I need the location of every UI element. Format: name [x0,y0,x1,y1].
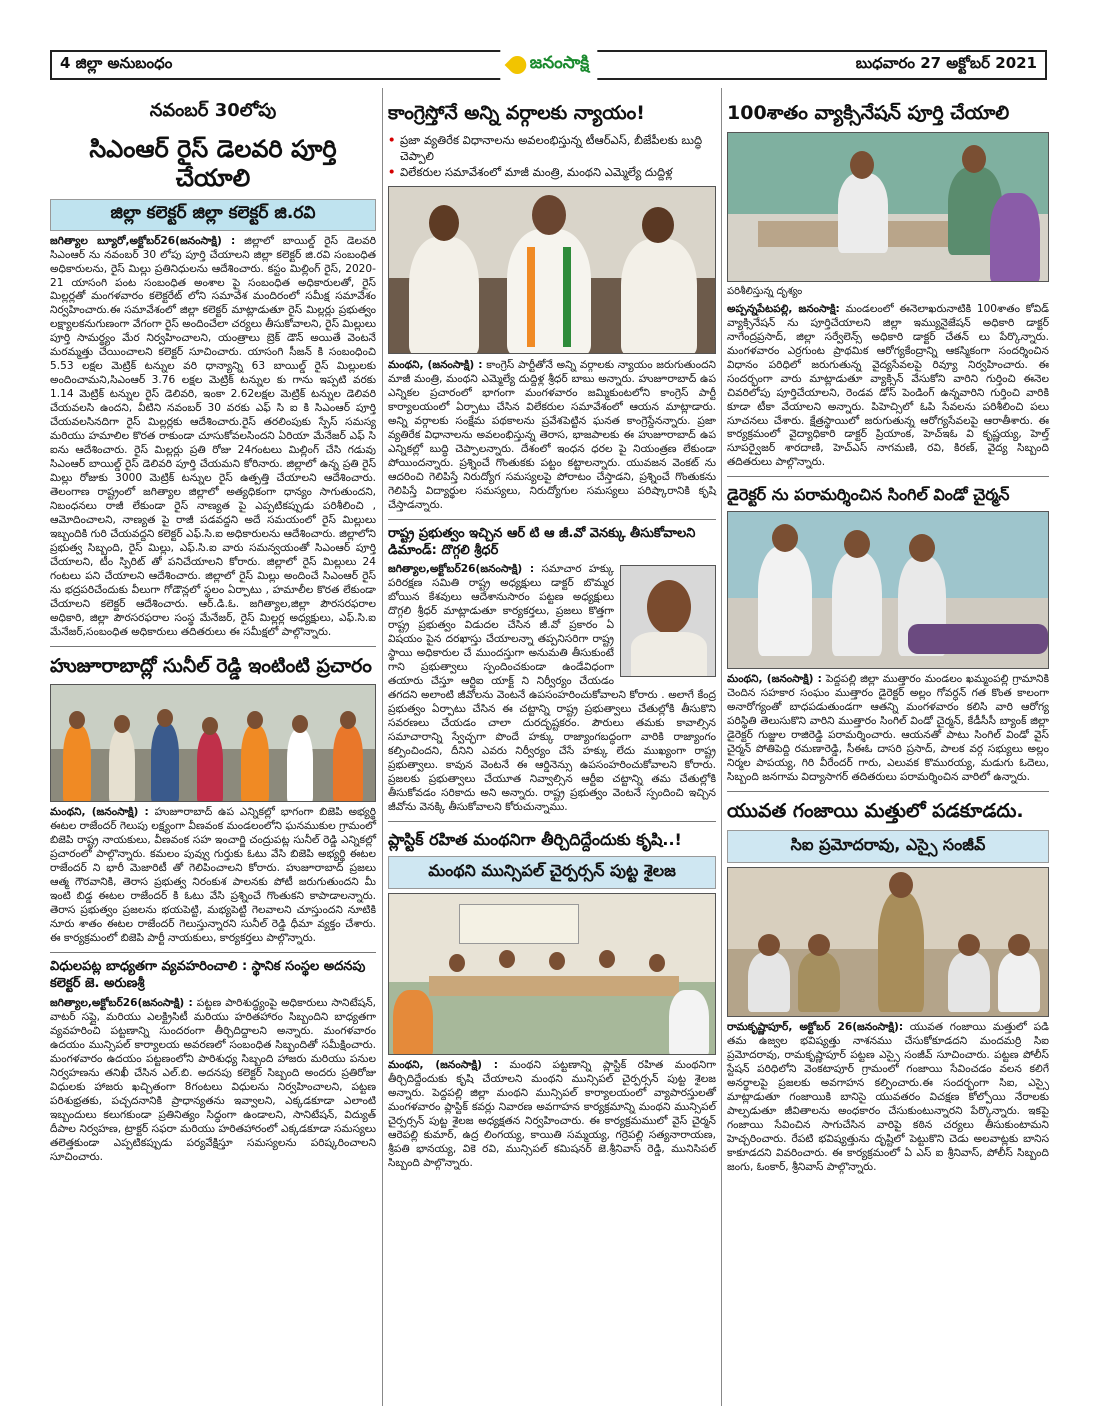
article-text: మండలంలో ఈనెలాఖరునాటికి 100శాతం కోవిడ్ వ్యాక్సినేషన్ ను పూర్తిచేయాలని జిల్లా ఇమ్యునైజేషన్ అధికారి డాక్టర్ నాగేంద్రప్రసాద్, జిల్లా సర్వేలెన్స్ అధికారి డాక్టర్ చేతన్ లు పేర్కొన్నారు. మంగళవారం ఎర్రగుంట ప్రాథమిక ఆరోగ్యకేంద్రాన్ని ఆకస్మికంగా సందర్శించిన విధానం పరిధిలో జరుగుతున్న వైద్యసేవలపై రివ్యూ నిర్వహించారు. ఈ సందర్భంగా వారు మాట్లాడుతూ వ్యాక్సిన్ వేసుకోని వారిని గుర్తించి ఈనెల చివరిలోపు పూర్తిచేయాలని, రెండవ డోస్ పెండింగ్ ఉన్నవారిని గుర్తించి వారికి కూడా టీకా వేయాలని అన్నారు. పిహెచ్సిలో ఓపి సేవలను పరిశీలించి పలు సూచనలు చేశారు. క్షేత్రస్థాయిలో జరుగుతున్న ఆరోగ్యసేవలపై ఆరాతీశారు. ఈ కార్యక్రమంలో వైద్యాధికారి డాక్టర్ ప్రియాంక, హెచ్ఇఓ వి కృష్ణయ్య, హెల్త్ సూపర్వైజర్ శారదాణి, హెచ్ఎస్ నాగమణి, రవి, కిరణ్, వైద్య సిబ్బంది తదితరులు పాల్గొన్నారు. [727,302,1050,469]
article-kicker: నవంబర్ 30లోపు [149,100,277,121]
dateline: జగిత్యాల బ్యూరో,అక్టోబర్26(జనంసాక్షి) : [50,234,236,247]
column-3 [727,88,1049,1175]
article-headline: ప్లాస్టిక్ రహిత మంథనిగా తీర్చిదిద్దేందుకు కృషి..! [388,829,682,849]
article-text: పెద్దపల్లి జిల్లా ముత్తారం మండలం ఖమ్మంపల్లి గ్రామానికి చెందిన సహకార సంఘం ముత్తారం డైరెక్టర్ అల్లం గోవర్ధన్ గత కొంత కాలంగా అనారోగ్యంతో బాధపడుతుండగా ఆతన్ని మంగళవారం కలిసి వారి ఆరోగ్య పరిస్థితి తెలుసుకొని వారిని ముత్తారం సింగిల్ విండో చైర్మన్, కేడీసీసీ బ్యాంక్ జిల్లా డైరెక్టర్ గుజ్జుల రాజిరెడ్డి పరామర్శించారు. ఆయనతో పాటు సింగిల్ విండో వైస్ చైర్మన్ పోతిపెద్ది రమణారెడ్డి, సీఈఓ దాసరి ప్రసాద్, పాలక వర్గ సభ్యులు అల్లం నిర్మల పాపయ్య, గిరి వీరేందర్ గారు, ఎలువక కొమురయ్య, మడుగు ఓదెలు, సిబ్బంది జనగామ విద్యాసాగర్ తదితరులు పరామర్శించిన వారిలో ఉన్నారు. [727,673,1049,784]
divider [388,821,716,822]
divider [50,646,376,647]
dateline: జగిత్యాల,అక్టోబర్26(జనంసాక్షి) : [388,563,535,576]
article-headline: డైరెక్టర్ ను పరామర్శించిన సింగిల్ విండో చైర్మన్ [727,485,1010,505]
article-body [388,1059,716,1171]
dateline: మంథని, (జనంసాక్షి) : [727,673,822,686]
article-headline: విధులపట్ల బాధ్యతగా వ్యవహరించాలి : స్థానిక సంస్థల అదనపు కలెక్టర్ జె. అరుణశ్రీ [50,959,366,992]
dateline: అప్పన్నపేటపల్లి, జనంసాక్షి: [727,302,840,315]
article-highlights [388,132,716,180]
article-ganja [727,800,1049,1174]
article-subheadline: సిఐ ప్రమోదరావు, ఎస్సై సంజీవ్ [727,830,1049,863]
article-body [50,806,376,946]
article-text: సమాచార హక్కు పరిరక్షణ సమితి రాష్ట్ర అధ్యక్షులు డాక్టర్ బొమ్మర బోయిన కేశవులు ఆదేశానుసారం పట్టణ అధ్యక్షులు దొగ్గలి శ్రీధర్ మాట్లాడుతూ కార్యకర్తలు, ప్రజలు కొత్తగా రాష్ట్ర ప్రభుత్వం విడుదల చేసిన జీ.వో ప్రకారం ఏ విషయం పైన దరఖాస్తు చేయాలన్నా తప్పనిసరిగా రాష్ట్ర స్థాయి అధికారుల చే ముందస్తుగా అనుమతి తీసుకుంటే గాని ప్రభుత్వాలు స్పందించకుండా ఉండేవిధంగా తయారు చేస్తూ ఆర్టిఐ యాక్ట్ ని నిర్వీర్యం చేయడం తగదని అలాంటి జీవోలను వెంటనే ఉపసంహరించుకోవాలని కోరారు . అలాగే కేంద్ర ప్రభుత్వం ఏర్పాటు చేసిన ఈ చట్టాన్ని రాష్ట్ర ప్రభుత్వాలు చేతుల్లోకి తీసుకొని సవరణలు చేయడం చాలా దురదృష్టకరం. పౌరులు తమకు కావాల్సిన సమాచారాన్ని స్వేచ్ఛగా పొందే హక్కు రాజ్యాంగబద్ధంగా వారికి రాజ్యాంగం కల్పించిందని, దీనిని ఎవరు నిర్వీర్యం చేసే హక్కు లేదు ముఖ్యంగా రాష్ట్ర ప్రభుత్వాలు. కావున వెంటనే ఈ ఆర్డినెన్సు ఉపసంహరించుకోవాలని కోరారు. ప్రజలకు ప్రభుత్వాలు చేయూత నివ్వాల్సిన ఆర్టీఐ చట్టాన్ని తమ చేతుల్లోకి తీసుకోవడం సరికాదు అని అన్నారు. రాష్ట్ర ప్రభుత్వం వెంటనే స్పందించి ఇచ్చిన జీవోను వెనక్కి తీసుకోవాలని కోరుచున్నాము. [388,563,716,813]
campaign-photo [50,684,376,802]
article-text: హుజూరాబాద్ ఉప ఎన్నికల్లో భాగంగా బిజెపి అభ్యర్థి ఈటల రాజేందర్ గెలుపు లక్ష్యంగా వీణవంక మండలంలోని ఘనముకుల గ్రామంలో బిజెపి రాష్ట్ర నాయకులు, వీణవంక సహ ఇంచార్జి చంద్రుపట్ల సునీల్ రెడ్డి ఎన్నికల్లో ప్రచారంలో పాల్గొన్నారు. కమలం పువ్వు గుర్తుకు ఓటు వేసి బిజెపి అభ్యర్థి ఈటల రాజేందర్ ని భారీ మెజారిటీ తో గెలిపించాలని కోరారు. హుజూరాబాద్ ప్రజలు ఆత్మ గౌరవానికి, తెరాస ప్రభుత్వ నిరంకుశ పాలనకు పోటీ జరుగుతుందని మీ ఇంటి బిడ్డ ఈటల రాజేందర్ కి ఓటు వేసి ప్రశ్నించే గొంతుకని కాపాడాలన్నారు. తెరాస ప్రభుత్వం ప్రజలను భయపెట్టి, మభ్యపెట్టి గెలవాలని చూస్తుందని నూటికి నూరు శాతం ఈటల రాజేందర్ గెలుస్తున్నారని సునీల్ రెడ్డి ధీమా వ్యక్తం చేశారు. ఈ కార్యక్రమంలో బిజెపి పార్టీ నాయకులు, కార్యకర్తలు పాల్గొన్నారు. [50,806,377,945]
article-vaccination [727,102,1049,470]
divider [388,519,716,520]
newspaper-logo [500,50,597,80]
divider [727,476,1049,477]
article-body [727,303,1049,471]
speaker-portrait [620,565,716,677]
article-headline: రాష్ట్ర ప్రభుత్వం ఇచ్చిన ఆర్ టి ఆ జీ.వో వెనక్కు తీసుకోవాలని డిమాండ్: దొగ్గలి శ్రీధర్ [388,525,696,558]
awareness-meeting-photo [727,867,1049,1017]
hospital-visit-photo [727,511,1049,669]
article-headline: కాంగ్రెస్తోనే అన్ని వర్గాలకు న్యాయం! [388,102,645,124]
article-body [727,673,1049,785]
article-rti [388,526,716,815]
dateline: జగిత్యాల,అక్టోబర్26(జనంసాక్షి) : [50,996,193,1009]
issue-date: బుధవారం 27 అక్టోబర్ 2021 [855,54,1037,72]
article-plastic-free [388,830,716,1171]
article-subheadline: మంథని మున్సిపల్ చైర్పర్సన్ పుట్ట శైలజ [388,856,716,889]
article-sanitation [50,959,376,1164]
masthead [50,50,1047,80]
logo-text: జనంసాక్షి [529,53,590,73]
article-text: యువత గంజాయి మత్తులో పడి తమ ఉజ్వల భవిష్యత్తు నాశనము చేసుకోకూడదని మందమర్రి సిఐ ప్రమోదరావు, రామకృష్ణాపూర్ పట్టణ ఎస్సై సంజీవ్ సూచించారు. పట్టణ పోలీస్ స్టేషన్ పరిధిలోని వెంకటాపూర్ గ్రామంలో గంజాయి సేవించడం వలన కలిగే అనర్థాలపై ప్రజలకు అవగాహన కల్పించారు.ఈ సందర్భంగా సిఐ, ఎస్సై మాట్లాడుతూ గంజాయికి బానిసై యువతరం విచక్షణ కోల్పోయి నేరాలకు పాల్పడుతూ జీవితాలను అంధకారం చేసుకుంటున్నారని పేర్కొన్నారు. ఇకపై గంజాయి సేవించిన సాగుచేసిన వారిపై కఠిన చర్యలు తీసుకుంటామని హెచ్చరించారు. రేపటి భవిష్యత్తును దృష్టిలో పెట్టుకొని చెడు అలవాట్లకు బానిస కాకూడదని వివరించారు. ఈ కార్యక్రమంలో ఏ ఎస్ ఐ శ్రీనివాస్, పోలీస్ సిబ్బంది జంగు, ఓంకార్, శ్రీనివాస్ పాల్గొన్నారు. [727,1020,1049,1173]
page-section: 4 జిల్లా అనుబంధం [60,54,173,72]
article-body [727,1021,1049,1175]
inspection-photo [727,132,1049,282]
photo-caption: పరిశీలిస్తున్న దృశ్యం [727,285,803,297]
article-body [388,359,716,513]
press-meet-photo [388,186,716,354]
column-divider [382,88,383,1406]
logo-icon [504,52,529,77]
article-huzurabad [50,655,376,946]
article-headline: సిఎంఆర్ రైస్ డెలవరి పూర్తి చేయాలి [89,135,337,192]
highlight-item: • విలేకరుల సమావేశంలో మాజీ మంత్రి, మంథని ఎమ్మెల్యే దుద్దిళ్ల [388,164,716,180]
highlight-item: • ప్రజా వ్యతిరేక విధానాలను అవలంభిస్తున్న టీఆర్ఎస్, బీజేపీలకు బుద్ధి చెప్పాలి [388,132,716,164]
divider [727,791,1049,792]
column-1 [50,88,376,1165]
article-headline: హుజూరాబాద్లో సునీల్ రెడ్డి ఇంటింటి ప్రచారం [50,654,372,677]
meeting-photo [388,893,716,1055]
column-divider [721,88,722,1406]
article-congress [388,102,716,513]
article-text: జిల్లాలో బాయిల్డ్ రైస్ డెలవరి సిఎంఆర్ ను నవంబర్ 30 లోపు పూర్తి చేయాలని జిల్లా కలెక్టర్ జి.రవి సంబంధిత అధికారులను, రైస్ మిల్లు ప్రతినిధులను ఆదేశించారు. కస్టం మిల్లింగ్ రైస్, 2020-21 యాసంగి పంట సంబంధిత అంశాల పై సంబంధిత అధికారులతో, రైస్ మిల్లర్లతో మంగళవారం కలెక్టరేట్ లోని సమావేశ మందిరంలో సమీక్ష సమావేశం నిర్వహించారు.ఈ సమావేశంలో జిల్లా కలెక్టర్ మాట్లాడుతూ రైస్ మిల్లర్లు ప్రభుత్వం లక్ష్యాలకనుగుణంగా వేగంగా రైస్ అందించేలా చర్యలు తీసుకోవాలని, రైస్ మిల్లులు పూర్తి సామర్థ్యం మేర నిర్వహించాలని, యంత్రాలు బ్రెక్ డౌన్ అయితే వెంటనే మరమ్మత్తు చేయించాలని కలెక్టర్ సూచించారు. యాసంగి సీజన్ కి సంబంధించి 5.53 లక్షల మెట్రిక్ టన్నుల వరి ధాన్యాన్ని 63 బాయిల్డ్ రైస్ మిల్లులకు అందించామని,సిఎంఆర్ 3.76 లక్షల మెట్రిక్ టన్నుల కు గాను ఇప్పటి వరకు 1.14 మెట్రిక్ టన్నుల రైస్ డెలివరి, ఇంకా 2.62లక్షల మెట్రిక్ టన్నుల డెలివరి చేయవలసి ఉందని, వీటిని నవంబర్ 30 వరకు ఎఫ్ సి ఐ కి సిఎంఆర్ పూర్తి చేయవలసినదిగా రైస్ మిల్లర్లకు ఆదేశించారు.రైస్ తరలింపుకు స్పేస్ సమస్య మరియు హమాలిల కొరత రాకుండా చూసుకోవలసిందని ఏరియా మేనేజర్ ఎఫ్ సి ఐను ఆదేశించారు. రైస్ మిల్లర్లు ప్రతి రోజు 24గంటలు మిల్లింగ్ చేసి గడువు సిఎంఆర్ బాయిల్డ్ రైస్ డెలివరి పూర్తి చేయమని కోరినారు. జిల్లాలో ఉన్న ప్రతి రైస్ మిల్లు రోజుకు 3000 మెట్రిక్ టన్నుల రైస్ ఉత్పత్తి చేయాలని ఆదేశించారు. తెలంగాణ రాష్ట్రంలో జగిత్యాల జిల్లాలో అత్యధికంగా ధాన్యం సాగుతుందని, నిబంధనలు రాజీ లేకుండా రైస్ నాణ్యత పై ఎప్పటికప్పుడు పరిశీలించి , ఆమోదించాలని, నాణ్యత పై రాజీ పడవద్దని అదే సమయంలో రైస్ మిల్లులు ఇబ్బందికి గురి చేయవద్దని కలెక్టర్ ఎఫ్.సి.ఐ అధికారులను ఆదేశించారు. జిల్లాలోని ప్రభుత్వ సిబ్బంది, రైస్ మిల్లు, ఎఫ్.సి.ఐ వారు సమన్వయంతో సిఎంఆర్ పూర్తి చేయాలని, టీం స్పిరిట్ తో పనిచేయాలని కోరారు. జిల్లాలో రైస్ మిల్లులు 24 గంటలు పని చేయాలని ఆదేశించారు. జిల్లాలో రైస్ మిల్లు అందించే సిఎంఆర్ రైస్ ను భద్రపరిచేందుకు వీలుగా గోడౌన్లలో స్థలం ఏర్పాటు , హమాలీల కొరత లేకుండా చేయాలని కలెక్టర్ ఆదేశించారు. ఆర్.డి.ఓ. జగిత్యాల,జిల్లా పౌరసరఫరాల అధికారి, జిల్లా పౌరసరఫరాల సంస్థ మేనేజర్, రైస్ మిల్లర్ల అధ్యక్షులు, ఎఫ్.సి.ఐ మేనేజర్,సంబంధిత అధికారులు తదితరులు ఈ సమీక్షలో పాల్గొన్నారు. [50,234,376,638]
article-body [50,235,376,640]
article-subheadline: జిల్లా కలెక్టర్ జిల్లా కలెక్టర్ జి.రవి [50,199,376,231]
divider [50,952,376,953]
dateline: మంథని, (జనంసాక్షి) : [388,1058,499,1071]
article-body [50,997,376,1165]
article-text: కాంగ్రెస్ పార్టీతోనే అన్ని వర్గాలకు న్యాయం జరుగుతుందని మాజీ మంత్రి, మంథని ఎమ్మెల్యే దుద్దిళ్ల శ్రీధర్ బాబు అన్నారు. హుజూరాబాద్ ఉప ఎన్నికల ప్రచారంలో భాగంగా మంగళవారం జమ్మికుంటలోని కాంగ్రెస్ పార్టీ కార్యాలయంలో ఏర్పాటు చేసిన విలేకరుల సమావేశంలో ఆయన మాట్లాడారు. అన్ని వర్గాలకు సంక్షేమ పథకాలను ప్రవేశపెట్టిన ఘనత కాంగ్రెస్దేనన్నారు. ప్రజా వ్యతిరేక విధానాలను అవలంభిస్తున్న తెరాస, భాజపాలకు ఈ హుజూరాబాద్ ఉప ఎన్నికల్లో బుద్ధి చెప్పాలన్నారు. దేశంలో ఇంధన ధరల పై నియంత్రణ లేకుండా పోయిందన్నారు. ప్రశ్నించే గొంతుకకు పట్టం కట్టాలన్నారు. యువజన వెంకట్ ను ఆదరించి గెలిపిస్తే నిరుద్యోగ సమస్యలపై పోరాటం చేస్తాడని, ప్రశ్నించే గొంతుకను గెలిపిస్తే విద్యార్థుల సమస్యలు, నిరుద్యోగుల సమస్యలు పరిష్కారానికి కృషి చేస్తాడన్నారు. [388,359,716,511]
article-headline: యువత గంజాయి మత్తులో పడకూడదు. [727,800,1024,823]
column-2 [388,88,716,1171]
article-cmr-rice [50,100,376,640]
dateline: రామకృష్ణాపూర్, అక్టోబర్ 26(జనంసాక్షి): [727,1020,904,1033]
dateline: మంథని, (జనంసాక్షి) : [50,806,149,819]
article-headline: 100శాతం వ్యాక్సినేషన్ పూర్తి చేయాలి [727,102,1010,124]
article-single-window [727,485,1049,785]
article-text: మంథని పట్టణాన్ని ప్లాస్టిక్ రహిత మంథనిగా తీర్చిదిద్దేందుకు కృషి చేయాలని మంథని మున్సిపల్ చైర్పర్సన్ పుట్ట శైలజ అన్నారు. పెద్దపల్లి జిల్లా మంథని మున్సిపల్ కార్యాలయంలో వ్యాపారస్తులతో మంగళవారం ప్లాస్టిక్ కవర్లు నివారణ అవగాహన కార్యక్రమాన్ని మంథని మున్సిపల్ చైర్పర్సన్ పుట్ట శైలజ అధ్యక్షతన నిర్వహించారు. ఈ కార్యక్రమములో వైస్ చైర్మన్ ఆరెపల్లి కుమార్, ఉద్ర లింగయ్య, కాయితి సమ్మయ్య, గర్రెపల్లి సత్యనారాయణ, శ్రీపతి భానయ్య, వికె రవి, మున్సిపల్ కమిషనర్ జె.శ్రీనివాస్ రెడ్డి, మునిసిపల్ సిబ్బంది పాల్గొన్నారు. [388,1058,716,1169]
article-text: పట్టణ పారిశుద్ధ్యంపై అధికారులు సానిటేషన్, వాటర్ సప్లై, మరియు ఎలక్ట్రిసిటీ మరియు హరితహారం సిబ్బందిని బాధ్యతగా వ్యవహరించి పట్టణాన్ని సుందరంగా తీర్చిదిద్దాలని అన్నారు. మంగళవారం ఉదయం మున్సిపల్ కార్యాలయ అవరణలో సంబంధిత సిబ్బందితో సమీక్షించారు. మంగళవారం ఉదయం పట్టణంలోని పారిశుధ్య సిబ్బంది హాజరు మరియు పనుల నిర్వహణను తనిఖీ చేసిన ఎల్.బి. అదనపు కలెక్టర్ సిబ్బంది అందరు ప్రతిరోజు విధులకు హాజరు ఖచ్చితంగా 8గంటలు విధులను నిర్వహించాలని, పట్టణ పరిశుభ్రతకు, పచ్చదనానికి ప్రాధాన్యతను ఇవ్వాలని, ఎక్కడకూడా ఎలాంటి ఇబ్బందులు కలుగకుండా ప్రతినిత్యం సిద్ధంగా ఉండాలని, సానిటేషన్, విద్యుత్ దీపాల నిర్వహణ, ట్రాక్టర్ సఫరా మరియు హరితహారంలో ఎక్కడకూడా సమస్యలు తలెత్తకుండా ఎప్పటికప్పుడు పర్యవేక్షిస్తూ సమస్యలను పరిష్కరించాలని సూచించారు. [50,996,376,1163]
dateline: మంథని, (జనంసాక్షి) : [388,359,483,372]
